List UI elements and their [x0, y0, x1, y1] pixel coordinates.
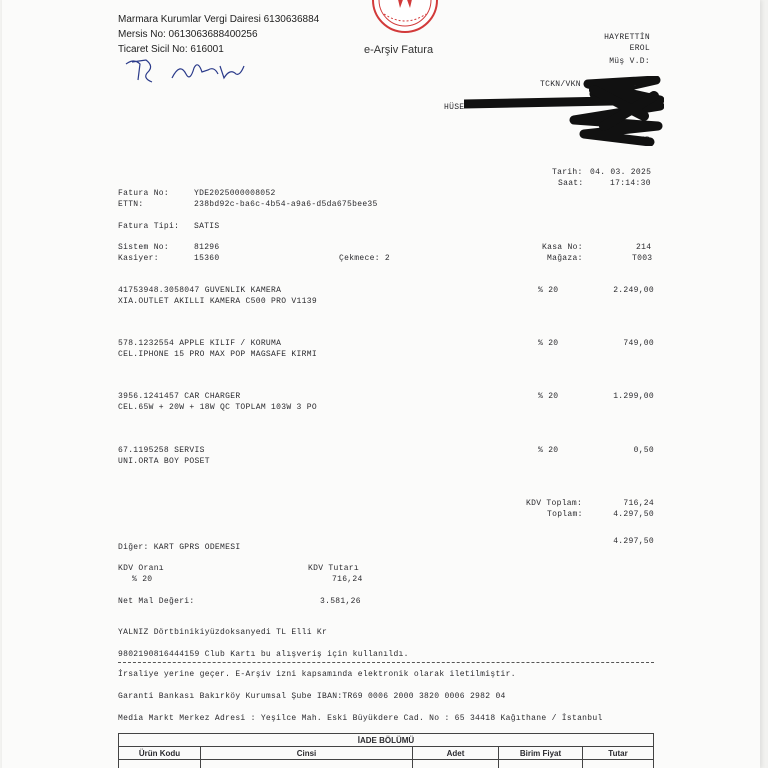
item-description: CEL.65W + 20W + 18W QC TOPLAM 103W 3 PO — [118, 403, 317, 412]
club-card-note: 9802190816444159 Club Kartı bu alışveriş için kullanıldı. — [118, 650, 409, 659]
seller-tax-office: Marmara Kurumlar Vergi Dairesi 6130636884 — [118, 14, 320, 25]
invoice-type-label: Fatura Tipi: — [118, 222, 180, 231]
ettn-value: 238bd92c-ba6c-4b54-a9a6-d5da675bee35 — [194, 200, 378, 209]
grand-total-label: Toplam: — [547, 510, 583, 519]
item-vat: % 20 — [538, 339, 559, 348]
drawer-no: Çekmece: 2 — [339, 254, 391, 263]
time-value: 17:14:30 — [610, 179, 651, 188]
return-cell — [201, 760, 413, 768]
seller-trade-registry: Ticaret Sicil No: 616001 — [118, 44, 224, 55]
item-vat: % 20 — [538, 286, 559, 295]
item-vat: % 20 — [538, 392, 559, 401]
buyer-address-prefix: HÜSE — [444, 103, 465, 112]
cashier-label: Kasiyer: — [118, 254, 159, 263]
electronic-notice: İrsaliye yerine geçer. E-Arşiv izni kapsamında elektronik olarak iletilmiştir. — [118, 670, 516, 679]
grand-total-value: 4.297,50 — [613, 510, 654, 519]
column-total: Tutar — [583, 747, 654, 760]
invoice-no-value: YDE2025000008052 — [194, 189, 276, 198]
net-value-label: Net Mal Değeri: — [118, 597, 195, 606]
paid-amount: 4.297,50 — [613, 537, 654, 546]
company-seal-logo — [370, 0, 440, 36]
item-code: 67.1195258 SERVIS — [118, 446, 205, 455]
seller-info — [118, 12, 319, 57]
invoice-paper — [2, 0, 760, 768]
return-cell — [499, 760, 583, 768]
invoice-type-value: SATIS — [194, 222, 220, 231]
invoice-no-label: Fatura No: — [118, 189, 170, 198]
time-label: Saat: — [558, 179, 584, 188]
vat-amount-label: KDV Tutarı — [308, 564, 360, 573]
column-description: Cinsi — [201, 747, 413, 760]
buyer-tax-office-label: Müş V.D: — [609, 57, 650, 66]
return-section-table — [118, 733, 654, 768]
store-value: T003 — [632, 254, 653, 263]
kdv-total-value: 716,24 — [623, 499, 654, 508]
net-value-amount: 3.581,26 — [320, 597, 361, 606]
buyer-country: TR — [639, 136, 650, 145]
item-amount: 1.299,00 — [613, 392, 654, 401]
dashed-divider — [118, 662, 654, 663]
bank-info: Garanti Bankası Bakırköy Kurumsal Şube IBAN:TR69 0006 2000 3820 0006 2982 04 — [118, 692, 506, 701]
company-address: Media Markt Merkez Adresi : Yeşilce Mah. Eski Büyükdere Cad. No : 65 34418 Kağıthane / İstanbul — [118, 714, 603, 723]
redaction-mark — [464, 76, 664, 146]
date-value: 04. 03. 2025 — [590, 168, 652, 177]
item-amount: 0,50 — [633, 446, 654, 455]
item-vat: % 20 — [538, 446, 559, 455]
store-label: Mağaza: — [547, 254, 583, 263]
item-code: 578.1232554 APPLE KILIF / KORUMA — [118, 339, 282, 348]
kdv-total-label: KDV Toplam: — [526, 499, 583, 508]
buyer-name-line2: EROL — [629, 44, 650, 53]
vat-rate-value: % 20 — [132, 575, 153, 584]
seller-mersis: Mersis No: 0613063688400256 — [118, 29, 258, 40]
register-no-value: 214 — [636, 243, 652, 252]
return-section-title: İADE BÖLÜMÜ — [119, 734, 654, 747]
system-no-value: 81296 — [194, 243, 220, 252]
item-amount: 2.249,00 — [613, 286, 654, 295]
item-description: UNI.ORTA BOY POSET — [118, 457, 210, 466]
cashier-value: 15360 — [194, 254, 220, 263]
system-no-label: Sistem No: — [118, 243, 170, 252]
column-product-code: Ürün Kodu — [119, 747, 201, 760]
item-description: CEL.IPHONE 15 PRO MAX POP MAGSAFE KIRMI — [118, 350, 317, 359]
amount-in-words: YALNIZ Dörtbinikiyüzdoksanyedi TL Elli Kr — [118, 628, 328, 637]
return-cell — [583, 760, 654, 768]
buyer-name-line1: HAYRETTİN — [604, 33, 650, 42]
return-cell — [413, 760, 499, 768]
document-title: e-Arşiv Fatura — [364, 44, 434, 56]
vat-rate-label: KDV Oranı — [118, 564, 164, 573]
vat-amount-value: 716,24 — [332, 575, 363, 584]
return-cell — [119, 760, 201, 768]
item-description: XIA.OUTLET AKILLI KAMERA C500 PRO V1139 — [118, 297, 317, 306]
date-label: Tarih: — [552, 168, 583, 177]
payment-method: Diğer: KART GPRS ODEMESI — [118, 543, 241, 552]
column-quantity: Adet — [413, 747, 499, 760]
item-code: 3956.1241457 CAR CHARGER — [118, 392, 241, 401]
buyer-tckn-label: TCKN/VKN — [540, 80, 581, 89]
item-code: 41753948.3058047 GUVENLIK KAMERA — [118, 286, 282, 295]
signature-image — [124, 56, 254, 88]
ettn-label: ETTN: — [118, 200, 144, 209]
column-unit-price: Birim Fiyat — [499, 747, 583, 760]
item-amount: 749,00 — [623, 339, 654, 348]
register-no-label: Kasa No: — [542, 243, 583, 252]
